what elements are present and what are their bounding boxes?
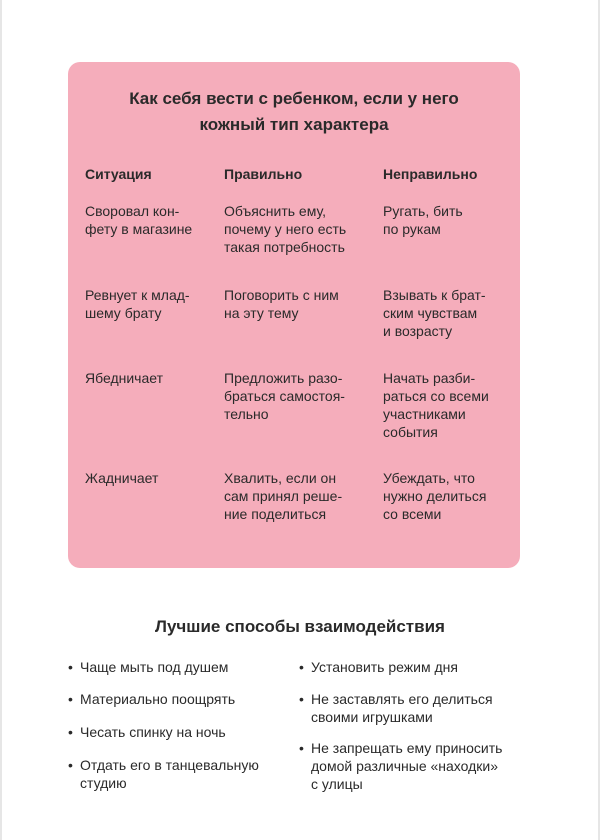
cell-line: Своровал кон-: [85, 203, 180, 219]
cell-line: Ябедничает: [85, 370, 163, 386]
list-item: [68, 723, 226, 741]
cell-line: ние поделиться: [224, 506, 327, 522]
cell-line: на эту тему: [224, 305, 299, 321]
list-item: [68, 756, 259, 792]
row-1-situation: [85, 202, 192, 238]
cell-line: Убеждать, что: [383, 470, 475, 486]
cell-line: Жадничает: [85, 470, 159, 486]
cell-line: участниками: [383, 406, 466, 422]
list-item-line: Чаще мыть под душем: [80, 659, 229, 675]
list-item-line: Чесать спинку на ночь: [80, 724, 226, 740]
row-3-correct: [224, 369, 345, 423]
header-correct: Правильно: [224, 166, 303, 182]
cell-line: Ругать, бить: [383, 203, 463, 219]
bullet-dot: •: [299, 691, 304, 707]
row-4-correct: [224, 469, 342, 523]
cell-line: по рукам: [383, 221, 441, 237]
cell-line: Ревнует к млад-: [85, 287, 190, 303]
row-1-correct: [224, 202, 346, 256]
cell-line: браться самостоя-: [224, 388, 345, 404]
cell-line: Хвалить, если он: [224, 470, 337, 486]
row-2-incorrect: [383, 286, 486, 340]
list-item: [68, 690, 236, 708]
cell-line: нужно делиться: [383, 488, 487, 504]
cell-line: Поговорить с ним: [224, 287, 339, 303]
list-item: [299, 658, 458, 676]
header-situation: Ситуация: [85, 166, 152, 182]
row-1-incorrect: [383, 202, 463, 238]
list-item-line: своими игрушками: [311, 709, 433, 725]
section-title: Лучшие способы взаимодействия: [155, 617, 445, 636]
card-title-line: кожный тип характера: [199, 115, 389, 134]
bullet-dot: •: [68, 724, 73, 740]
card-title-line: Как себя вести с ребенком, если у него: [129, 89, 459, 108]
cell-line: шему брату: [85, 305, 162, 321]
cell-line: почему у него есть: [224, 221, 347, 237]
list-item-line: домой различные «находки»: [311, 758, 499, 774]
row-4-incorrect: [383, 469, 486, 523]
cell-line: ским чувствам: [383, 305, 478, 321]
cell-line: раться со всеми: [383, 388, 489, 404]
cell-line: Предложить разо-: [224, 370, 343, 386]
cell-line: Объяснить ему,: [224, 203, 326, 219]
cell-line: события: [383, 424, 438, 440]
list-item: [299, 690, 493, 726]
list-item-line: с улицы: [311, 776, 363, 792]
row-3-situation: [85, 369, 163, 387]
list-item-line: студию: [80, 775, 127, 791]
row-4-situation: [85, 469, 158, 487]
list-item-line: Не заставлять его делиться: [311, 691, 493, 707]
bullet-dot: •: [68, 691, 73, 707]
cell-line: сам принял реше-: [224, 488, 343, 504]
list-item: [299, 739, 503, 793]
row-2-situation: [85, 286, 190, 322]
list-item: [68, 658, 229, 676]
bullet-dot: •: [299, 659, 304, 675]
list-item-line: Отдать его в танцевальную: [80, 757, 259, 773]
cell-line: Начать разби-: [383, 370, 476, 386]
cell-line: и возрасту: [383, 323, 453, 339]
cell-line: Взывать к брат-: [383, 287, 486, 303]
cell-line: фету в магазине: [85, 221, 193, 237]
row-3-incorrect: [383, 369, 489, 441]
bullet-dot: •: [68, 757, 73, 773]
card-title: [68, 86, 520, 138]
list-item-line: Установить режим дня: [311, 659, 458, 675]
bullet-dot: •: [299, 740, 304, 756]
page-edge-left: [0, 0, 2, 840]
cell-line: со всеми: [383, 506, 442, 522]
list-item-line: Материально поощрять: [80, 691, 236, 707]
behavior-table-card: [68, 62, 520, 568]
cell-line: тельно: [224, 406, 269, 422]
bullet-dot: •: [68, 659, 73, 675]
cell-line: такая потребность: [224, 239, 345, 255]
header-incorrect: Неправильно: [383, 166, 478, 182]
row-2-correct: [224, 286, 339, 322]
list-item-line: Не запрещать ему приносить: [311, 740, 503, 756]
